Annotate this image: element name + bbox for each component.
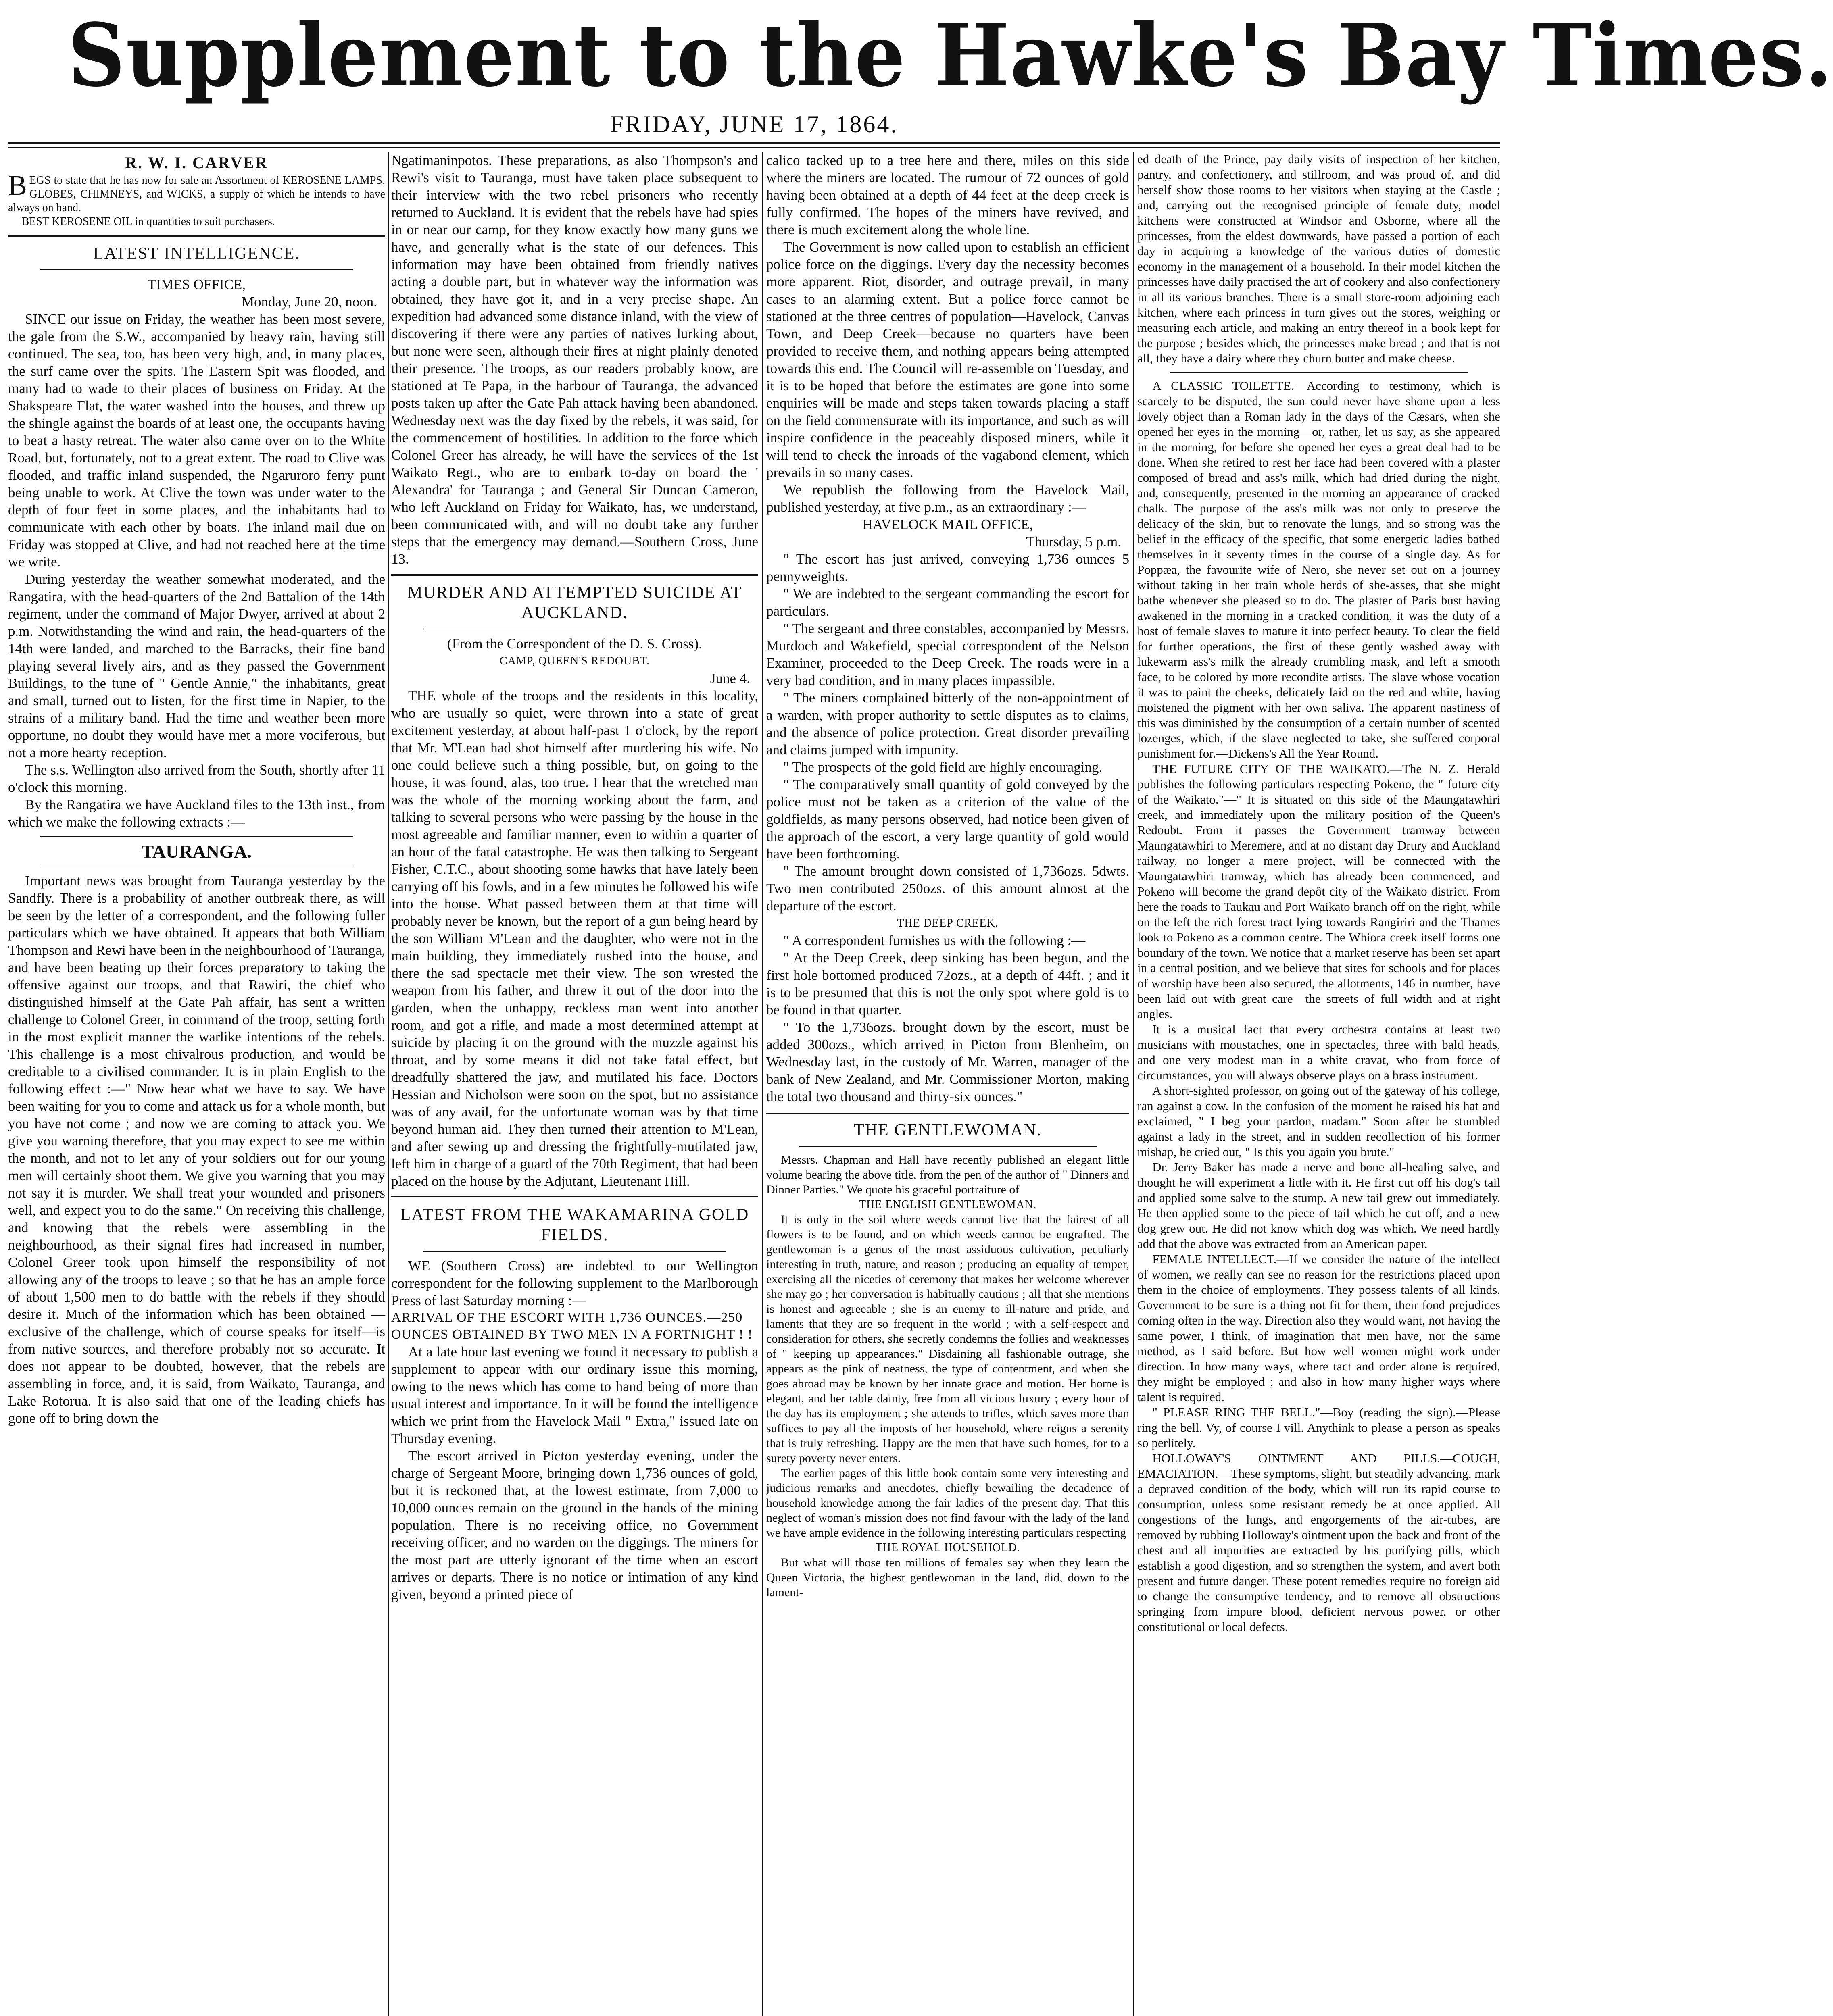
- article-paragraph: SINCE our issue on Friday, the weather has been most severe, the gale from the S.W., accompanied by heavy rain, having still continued. The sea, too, has been very high, and, in many places, the surf came over the spits. The Eastern Spit was flooded, and many had to wade to their places of business on Friday. At the Shakspeare Flat, the water washed into the houses, and threw up the shingle against the boards of at least one, the occupants having to beat a hasty retreat. The water also came over on to the White Road, but, fortunately, not to a great extent. The road to Clive was flooded, and traffic inland suspended, the Ngaruroro ferry punt being unable to work. At Clive the town was under water to the depth of four feet in some places, and the inhabitants had to communicate with each other by boats. The inland mail due on Friday was stopped at Clive, and had not reached here at the time we write.: [8, 311, 385, 570]
- subheading-arrival: ARRIVAL OF THE ESCORT WITH 1,736 OUNCES.—250 OUNCES OBTAINED BY TWO MEN IN A FORTNIGHT ! !: [391, 1310, 753, 1342]
- article-paragraph: The s.s. Wellington also arrived from the South, shortly after 11 o'clock this morning.: [8, 762, 385, 795]
- article-paragraph: FEMALE INTELLECT.—If we consider the nature of the intellect of women, we really can see no reason for the restrictions placed upon them in the choice of employments. They possess talents of all kinds. Government to be sure is a thing not fit for them, their fond prejudices coming often in the way. Direction also they would want, not having the same power, I think, of imagination that men have, nor the same method, as I said before. But how well women might work under direction. In how many ways, where tact and order alone is required, they might be employed ; and also in how many higher ways where talent is required.: [1137, 1252, 1500, 1404]
- article-paragraph: By the Rangatira we have Auckland files to the 13th inst., from which we make the following extracts :—: [8, 797, 385, 830]
- column-4: [1137, 152, 1500, 2016]
- subheading-deep-creek: THE DEEP CREEK.: [897, 917, 999, 929]
- issue-date: FRIDAY, JUNE 17, 1864.: [610, 111, 899, 137]
- newspaper-page: [8, 0, 1833, 2016]
- article-paragraph: A short-sighted professor, on going out of the gateway of his college, ran against a cow. In the confusion of the moment he raised his hat and exclaimed, " I beg your pardon, madam." Soon after he stumbled against a lady in the street, and in sudden recollection of his former mishap, he cried out, " Is this you again you brute.": [1137, 1083, 1500, 1159]
- article-paragraph: It is only in the soil where weeds cannot live that the fairest of all flowers is to be found, and on which weeds cannot be engrafted. The gentlewoman is a genus of the most assiduous cultivation, peculiarly interesting in truth, nature, and reason ; producing an equality of temper, exercising all the niceties of ceremony that makes her welcome wherever she may go ; her conversation is habitually cautious ; all that she mentions is honest and agreeable ; she is an enemy to ill-nature and pride, and laments that they are so frequent in the world ; with a self-respect and consideration for others, she secretly condemns the follies and weaknesses of " keeping up appearances." Disdaining all fashionable outrage, she appears as the pink of neatness, the type of contentment, and when she goes abroad may be known by her innate grace and motion. Her home is elegant, and her table dainty, free from all vicious luxury ; every hour of the day has its employment ; she attends to trifles, which saves more than suffices to pay all the imposts of her household, where reigns a serenity that is truly refreshing. Happy are the men that have such homes, for to a surety poverty never enters.: [766, 1213, 1129, 1465]
- section-rule: [8, 235, 385, 237]
- office-line: TIMES OFFICE,: [147, 277, 246, 292]
- advertisement-text: [8, 170, 385, 215]
- section-rule: [391, 1196, 758, 1198]
- article-paragraph: The Government is now called upon to establish an efficient police force on the diggings. Every day the necessity becomes more apparent. Riot, disorder, and outrage prevail, in many cases to an alarming extent. But a police force cannot be stationed at the three centres of population—Havelock, Canvas Town, and Deep Creek—because no quarters have been provided to receive them, and nothing appears being attempted towards this end. The Council will re-assemble on Tuesday, and it is to be hoped that before the estimates are gone into some enquiries will be made and steps taken towards placing a staff on the field commensurate with its importance, and such as will inspire confidence in the peaceably disposed miners, while it will tend to check the inroads of the vagabond element, which prevails in so many cases.: [766, 239, 1129, 480]
- article-paragraph: Dr. Jerry Baker has made a nerve and bone all-healing salve, and thought he will experiment a little with it. He first cut off his dog's tail and applied some salve to the stump. A new tail grew out immediately. He then applied some to the piece of tail which he cut off, and a new dog grew out. He did not know which dog was which. We need hardly add that the above was extracted from an American paper.: [1137, 1160, 1500, 1251]
- short-rule: [40, 269, 353, 270]
- article-paragraph: " The comparatively small quantity of gold conveyed by the police must not be taken as a criterion of the value of the goldfields, as many persons observed, had notice been given of the approach of the escort, a very large quantity of gold would have been forthcoming.: [766, 777, 1129, 862]
- subheading-royal-household: THE ROYAL HOUSEHOLD.: [875, 1541, 1020, 1554]
- column-1: [8, 152, 385, 2016]
- gentlewoman-article: [766, 1152, 1129, 1600]
- article-paragraph: It is a musical fact that every orchestra contains at least two musicians with moustaches, one in spectacles, three with bald heads, and one very modest man in a white cravat, who from force of circumstances, you will always observe plays on a brass instrument.: [1137, 1022, 1500, 1082]
- section-heading-tauranga: TAURANGA.: [141, 841, 252, 862]
- article-paragraph: " The miners complained bitterly of the non-appointment of a warden, with proper authority to settle disputes as to claims, and the absence of police protection. Great disorder prevailing and claims jumped with impunity.: [766, 690, 1129, 758]
- section-heading-gentlewoman: THE GENTLEWOMAN.: [854, 1121, 1042, 1139]
- article-paragraph: " The prospects of the gold field are highly encouraging.: [783, 759, 1103, 775]
- office-line: HAVELOCK MAIL OFFICE,: [862, 516, 1033, 532]
- column-divider: [388, 152, 389, 2016]
- article-paragraph: " We are indebted to the sergeant commanding the escort for particulars.: [766, 586, 1129, 619]
- short-rule: [423, 1251, 726, 1252]
- article-paragraph: The earlier pages of this little book contain some very interesting and judicious remarks and anecdotes, chiefly bewailing the decadence of household knowledge among the fair ladies of the present day. That this neglect of woman's mission does not find favour with the lady of the land we have ample evidence in the following interesting particulars respecting: [766, 1466, 1129, 1539]
- article-paragraph: At a late hour last evening we found it necessary to publish a supplement to appear with our ordinary issue this morning, owing to the news which has come to hand being of more than usual interest and importance. In it will be found the intelligence which we print from the Havelock Mail " Extra," issued late on Thursday evening.: [391, 1344, 758, 1446]
- advertiser-name: R. W. I. CARVER: [125, 154, 268, 172]
- masthead-rule-thin: [8, 147, 1500, 148]
- camp-line: CAMP, QUEEN'S REDOUBT.: [500, 655, 650, 667]
- article-paragraph: Important news was brought from Tauranga yesterday by the Sandfly. There is a probability of another outbreak there, as will be seen by the letter of a correspondent, and the following fuller particulars which we have obtained. It appears that both William Thompson and Rewi have been in the neighbourhood of Tauranga, and have been beating up their forces preparatory to taking the offensive against our troops, and that Rawiri, the chief who distinguished himself at the Gate Pah affair, has sent a written challenge to Colonel Greer, in command of the troop, setting forth in the most explicit manner the warlike intentions of the rebels. This challenge is a most chivalrous production, and would be creditable to a civilised commander. It is in plain English to the following effect :—" Now hear what we have to say. We have been waiting for you to come and attack us for a whole month, but you have not come ; and now we are coming to attack you. We give you warning therefore, that you may expect to see me within the month, and not to let any of your soldiers out for our young men will certainly shoot them. We give you warning that you may not say it is murder. We shall treat your wounded and prisoners well, and expect you to do the same." On receiving this challenge, and knowing that the rebels were assembling in the neighbourhood, as their signal fires had increased in number, Colonel Greer took upon himself the responsibility of not allowing any of the troops to leave ; so that he has an ample force of about 1,500 men to do battle with the rebels if they should desire it. Much of the information which has been obtained —exclusive of the challenge, which of course speaks for itself—is from native sources, and therefore probably not so accurate. It does not appear to be doubted, however, that the rebels are assembling in force, and, it is said, from Waikato, Tauranga, and Lake Rotorua. It is also said that one of the leading chiefs has gone off to bring down the: [8, 873, 385, 1426]
- masthead-rule: [8, 142, 1500, 144]
- article-paragraph: calico tacked up to a tree here and there, miles on this side where the miners are located. The rumour of 72 ounces of gold having been obtained at a depth of 44 feet at the deep creek is fully confirmed. The hopes of the miners have revived, and there is much excitement along the whole line.: [766, 152, 1129, 237]
- column-2: [391, 152, 758, 2016]
- article-paragraph: THE whole of the troops and the residents in this locality, who are usually so quiet, were thrown into a state of great excitement yesterday, at about half-past 1 o'clock, by the report that Mr. M'Lean had shot himself after murdering his wife. No one could believe such a thing possible, but, on going to the house, it was found, alas, too true. I hear that the wretched man was the whole of the morning working about the farm, and talking to several persons who were passing by the house in the most agreeable and familiar manner, even to within a quarter of an hour of the fatal catastrophe. He was then talking to Sergeant Fisher, C.T.C., about shooting some hawks that have lately been carrying off his fowls, and in a few minutes he followed his wife into the house. What passed between them at that time will probably never be known, but the report of a gun being heard by the son William M'Lean and the daughter, who were not in the main building, they immediately rushed into the house, and there the sad spectacle met their view. The son wrested the weapon from his father, and threw it out of the door into the garden, when the unhappy, reckless man went into another room, and got a rifle, and made a most determined attempt at suicide by placing it on the ground with the muzzle against his throat, and by some means it did not take fatal effect, but dreadfully shattered the jaw, and mutilated his face. Doctors Hessian and Nicholson were soon on the spot, but no assistance was of any avail, for the unfortunate woman was by that time beyond human aid. They then turned their attention to M'Lean, and after sewing up and dressing the frightfully-mutilated jaw, left him in charge of a guard of the 70th Regiment, that had been placed on the house by the Adjutant, Lieutenant Hill.: [391, 688, 758, 1189]
- article-paragraph: " At the Deep Creek, deep sinking has been begun, and the first hole bottomed produced 72ozs., at a depth of 44ft. ; and it is to be presumed that this is not the only spot where gold is to be found in that quarter.: [766, 950, 1129, 1018]
- advertisement-body: EGS to state that he has now for sale an Assortment of KEROSENE LAMPS, GLOBES, CHIMNEYS, and WICKS, a supply of which he intends to have always on hand.: [8, 174, 385, 214]
- article-paragraph: During yesterday the weather somewhat moderated, and the Rangatira, with the head-quarters of the 2nd Battalion of the 14th regiment, under the command of Major Dwyer, arrived at about 2 p.m. Notwithstanding the wind and rain, the head-quarters of the 14th were landed, and marched to the Barracks, their fine band playing several lively airs, and as they passed the Government Buildings, to the tune of " Gentle Annie," the inhabitants, great and small, turned out to listen, for the first time in Napier, to the strains of a military band. Had the time and weather been more opportune, no doubt they would have met a more vociferous, but not a more hearty reception.: [8, 571, 385, 760]
- article-paragraph: " The amount brought down consisted of 1,736ozs. 5dwts. Two men contributed 250ozs. of this amount almost at the departure of the escort.: [766, 863, 1129, 914]
- article-paragraph: " The escort has just arrived, conveying 1,736 ounces 5 pennyweights.: [766, 551, 1129, 584]
- article-paragraph: HOLLOWAY'S OINTMENT AND PILLS.—COUGH, EMACIATION.—These symptoms, slight, but steadily advancing, mark a depraved condition of the body, which will run its rapid course to consumption, unless some resistant remedy be at once applied. All congestions of the lungs, and engorgements of the air-tubes, are removed by rubbing Holloway's ointment upon the back and front of the chest and all impurities are extracted by his purifying pills, which establish a good digestion, and so strengthen the system, and avert both present and future danger. These potent remedies require no foreign aid to change the consumptive tendency, and to remove all obstructions springing from impure blood, deficient nervous power, or other constitutional or local defects.: [1137, 1451, 1500, 1634]
- subheading-english-gentlewoman: THE ENGLISH GENTLEWOMAN.: [859, 1198, 1037, 1211]
- article-paragraph: But what will those ten millions of females say when they learn the Queen Victoria, the highest gentlewoman in the land, did, down to the lament-: [766, 1556, 1129, 1599]
- article-paragraph: WE (Southern Cross) are indebted to our Wellington correspondent for the following supplement to the Marlborough Press of last Saturday morning :—: [391, 1258, 758, 1308]
- article-paragraph: " The sergeant and three constables, accompanied by Messrs. Murdoch and Wakefield, special correspondent of the Nelson Examiner, proceeded to the Deep Creek. The roads were in a very bad condition, and in many places impassible.: [766, 621, 1129, 688]
- section-rule: [391, 574, 758, 576]
- short-rule: [799, 1146, 1097, 1147]
- office-date: Thursday, 5 p.m.: [1026, 534, 1121, 550]
- source-line: (From the Correspondent of the D. S. Cross).: [447, 636, 702, 652]
- short-rule: [40, 836, 353, 837]
- column-divider: [762, 152, 763, 2016]
- article-paragraph: THE FUTURE CITY OF THE WAIKATO.—The N. Z. Herald publishes the following particulars respecting Pokeno, the " future city of the Waikato."—" It is situated on this side of the Maungatawhiri creek, and immediately upon the military position of the Queen's Redoubt. From it passes the Government tramway between Maungatawhiri to Meremere, and at no distant day Drury and Auckland railway, no longer a mere project, will be connected with the Maungatawhiri tramway, which has already been commenced, and Pokeno will become the grand depôt city of the Waikato district. From here the roads to Taukau and Port Waikato branch off on the right, while on the left the rich forest tract lying towards Rangiriri and the Thames look to Pokeno as a common centre. The Whiora creek itself forms one boundary of the town. We notice that a market reserve has been set apart in a central position, and we believe that sites for schools and for places of worship have been also secured, the allotments, 146 in number, have been laid out with great care—the streets of full width and at right angles.: [1137, 762, 1500, 1021]
- section-rule: [766, 1112, 1129, 1114]
- masthead: [8, 5, 1833, 106]
- section-heading-latest: LATEST INTELLIGENCE.: [93, 244, 300, 263]
- article-paragraph: " To the 1,736ozs. brought down by the escort, must be added 300ozs., which arrived in Picton from Blenheim, on Wednesday last, in the custody of Mr. Warren, manager of the bank of New Zealand, and Mr. Commissioner Morton, making the total two thousand and thirty-six ounces.": [766, 1019, 1129, 1104]
- section-heading-wakamarina: LATEST FROM THE WAKAMARINA GOLD FIELDS.: [400, 1206, 749, 1244]
- article-paragraph: ed death of the Prince, pay daily visits of inspection of her kitchen, pantry, and confectionery, and stillroom, and was proud of, and did herself show those rooms to her visitors when staying at the Castle ; and, carrying out the recognised principle of female duty, model kitchens were constructed at Windsor and Osborne, where all the princesses, from the eldest downwards, have passed a portion of each day in acquiring a knowledge of the various duties of domestic economy in the management of a household. In their model kitchen the princesses have daily practised the art of cookery and also confectionery in all its various branches. There is a small store-room adjoining each kitchen, where each princess in turn gives out the stores, weighing or measuring each article, and making an entry thereof in a book kept for the purpose ; besides which, the princesses make bread ; and that is not all, they have a dairy where they churn butter and make cheese.: [1137, 152, 1500, 365]
- office-date: Monday, June 20, noon.: [241, 294, 377, 310]
- column-3: [766, 152, 1129, 2016]
- section-heading-murder: MURDER AND ATTEMPTED SUICIDE AT AUCKLAND.: [407, 583, 742, 622]
- article-paragraph: The escort arrived in Picton yesterday evening, under the charge of Sergeant Moore, bringing down 1,736 ounces of gold, but it is reckoned that, at the lowest estimate, from 7,000 to 10,000 ounces remain on the ground in the hands of the mining population. There is no receiving office, no Government receiving officer, and no warden on the diggings. The miners for the most part are utterly ignorant of the time when an escort arrives or departs. There is no notice or intimation of any kind given, beyond a printed piece of: [391, 1448, 758, 1602]
- drop-cap: B: [8, 170, 27, 201]
- masthead-title: Supplement to the Hawke's Bay Times.: [68, 5, 1833, 106]
- camp-date: June 4.: [710, 671, 750, 686]
- advertisement-oil: BEST KEROSENE OIL in quantities to suit purchasers.: [21, 215, 275, 228]
- article-paragraph: " PLEASE RING THE BELL."—Boy (reading the sign).—Please ring the bell. Vy, of course I vill. Anythink to please a person as speaks so perlitely.: [1137, 1405, 1500, 1450]
- column-divider: [1133, 152, 1134, 2016]
- short-rule: [1170, 372, 1468, 373]
- article-paragraph: Ngatimaninpotos. These preparations, as also Thompson's and Rewi's visit to Tauranga, must have taken place subsequent to their interview with the two rebel prisoners who recently returned to Auckland. It is evident that the rebels have had spies in or near our camp, for they know exactly how many guns we have, and generally what is the state of our defences. This information may have been obtained from friendly natives acting a double part, but in whatever way the information was obtained, they have got it, and in a very precise shape. An expedition had advanced some distance inland, with the view of discovering if there were any parties of natives lurking about, but none were seen, although their fires at night plainly denoted their presence. The troops, as our readers probably know, are stationed at Te Papa, in the harbour of Tauranga, the advanced posts taken up after the Gate Pah attack having been abandoned. Wednesday next was the day fixed by the rebels, it was said, for the commencement of hostilities. In addition to the force which Colonel Greer has already, he will have the services of the 1st Waikato Regt., who are to embark to-day on board the ' Alexandra' for Tauranga ; and General Sir Duncan Cameron, who left Auckland on Friday for Waikato, has, we understand, been communicated with, and will no doubt take any further steps that the emergency may demand.—Southern Cross, June 13.: [391, 152, 758, 567]
- article-paragraph: A CLASSIC TOILETTE.—According to testimony, which is scarcely to be disputed, the sun could never have shone upon a less lovely object than a Roman lady in the days of the Cæsars, when she opened her eyes in the morning—or, rather, let us say, as she appeared in the morning, for before she opened her eyes a great deal had to be done. When she retired to rest her face had been covered with a plaster composed of bread and ass's milk, which had dried during the night, and, consequently, presented in the morning an appearance of cracked chalk. The purpose of the ass's milk was not only to preserve the delicacy of the skin, but to renovate the lungs, and so strong was the belief in the efficacy of the specific, that some energetic ladies bathed themselves in it seventy times in the course of a single day. As for Poppæa, the favourite wife of Nero, she never set out on a journey without taking in her train whole herds of she-asses, that she might bathe whenever she pleased so to do. The plaster of Paris bust having awakened in the morning in a cracked condition, it was the duty of a host of female slaves to mature it into perfect beauty. To clear the field for further operations, the first of these gently washed away with lukewarm ass's milk the already crumbling mask, and left a smooth face, to be colored by more recondite artists. The slave whose vocation it was to paint the cheeks, delicately laid on the red and white, having moistened the pigment with her own saliva. The apparent nastiness of this was diminished by the consumption of a certain number of scented lozenges, which, if the slave neglected to take, she suffered corporal punishment for.—Dickens's All the Year Round.: [1137, 379, 1500, 760]
- article-paragraph: We republish the following from the Havelock Mail, published yesterday, at five p.m., as an extraordinary :—: [766, 482, 1129, 515]
- article-paragraph: " A correspondent furnishes us with the following :—: [783, 933, 1086, 948]
- article-paragraph: Messrs. Chapman and Hall have recently published an elegant little volume bearing the above title, from the pen of the author of " Dinners and Dinner Parties." We quote his graceful portraiture of: [766, 1153, 1129, 1196]
